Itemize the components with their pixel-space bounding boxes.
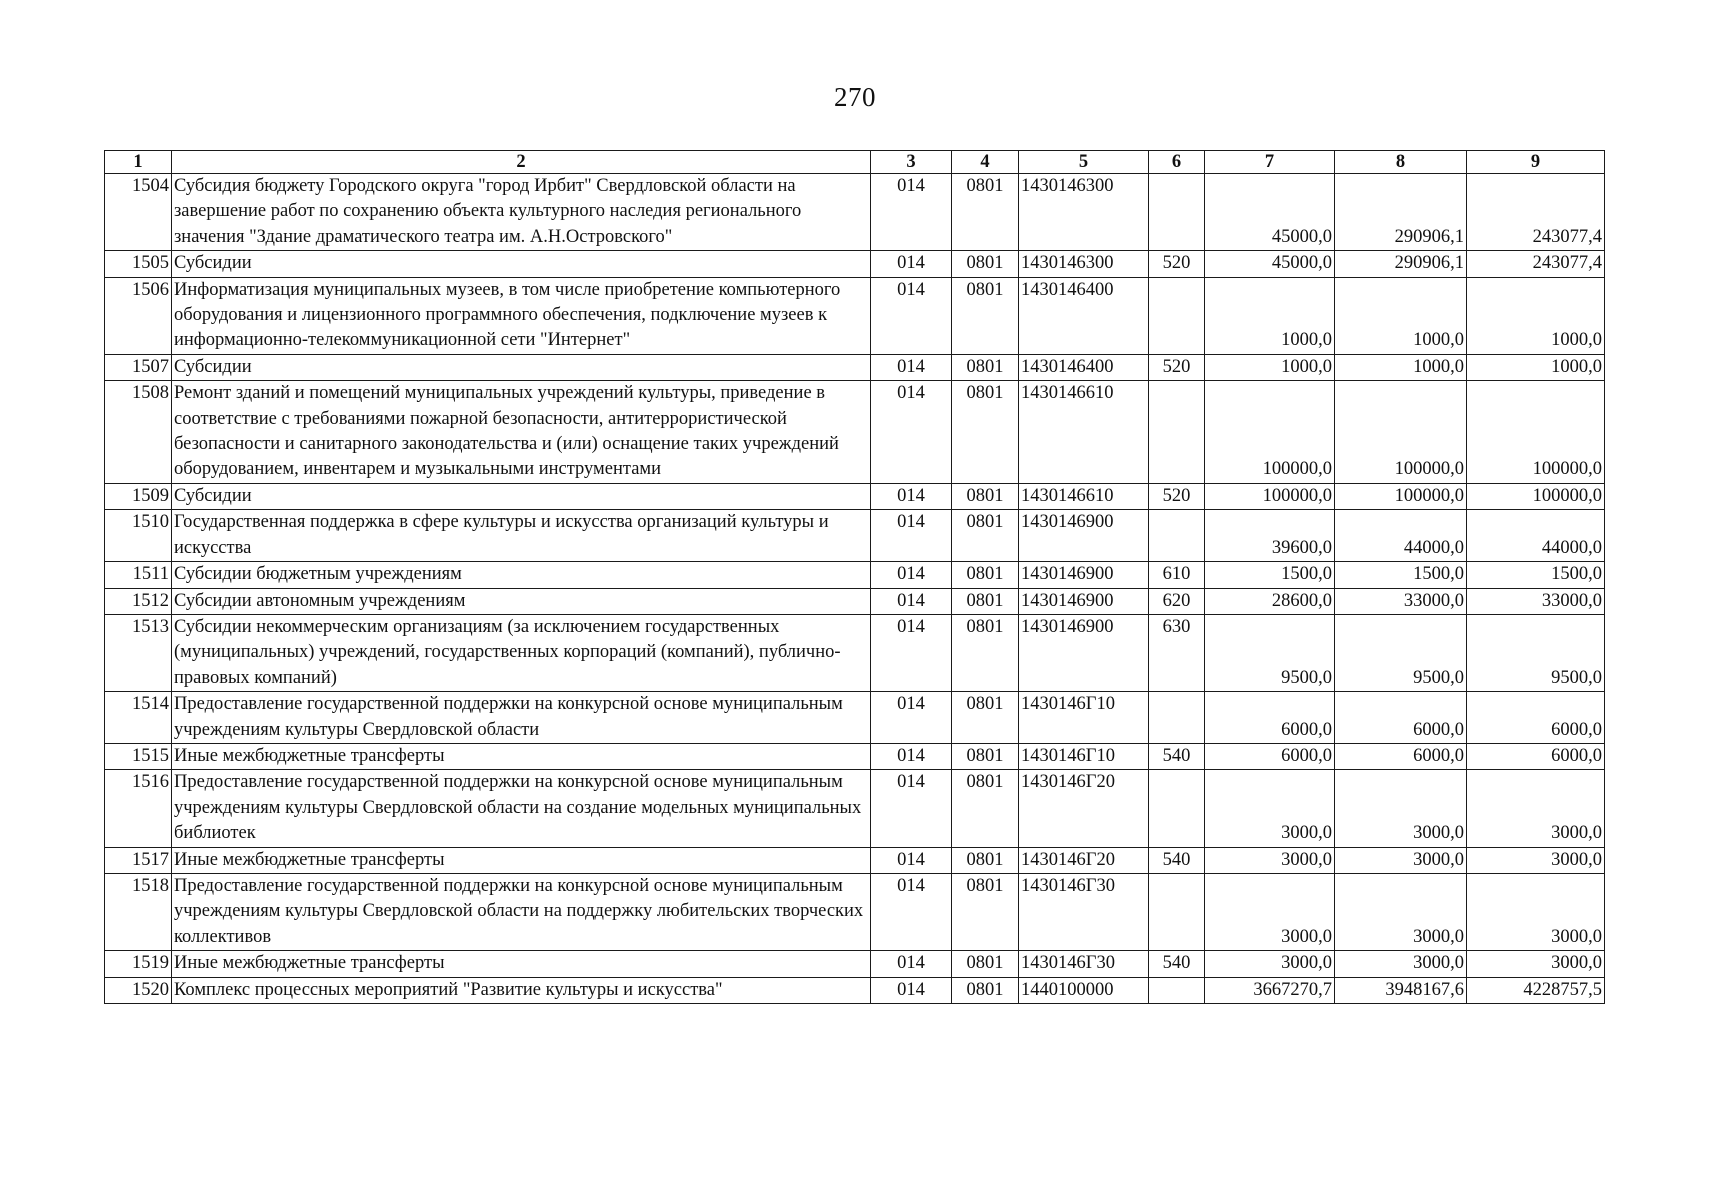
amount-col9-cell: 6000,0	[1467, 743, 1605, 769]
amount-col8-cell: 9500,0	[1335, 614, 1467, 691]
target-item-code-cell: 1430146Г30	[1019, 873, 1149, 950]
row-number-cell: 1517	[105, 847, 172, 873]
target-item-code-cell: 1430146610	[1019, 483, 1149, 509]
amount-col8-cell: 290906,1	[1335, 174, 1467, 251]
amount-col8-cell: 3948167,6	[1335, 977, 1467, 1003]
amount-col8-cell: 6000,0	[1335, 743, 1467, 769]
expense-type-code-cell: 620	[1149, 588, 1205, 614]
amount-col9-cell: 1500,0	[1467, 562, 1605, 588]
ministry-code-cell: 014	[871, 977, 952, 1003]
amount-col7-cell: 45000,0	[1205, 251, 1335, 277]
section-code-cell: 0801	[952, 951, 1019, 977]
ministry-code-cell: 014	[871, 614, 952, 691]
row-number-cell: 1516	[105, 770, 172, 847]
amount-col8-cell: 100000,0	[1335, 381, 1467, 484]
expense-type-code-cell: 540	[1149, 743, 1205, 769]
target-item-code-cell: 1430146Г30	[1019, 951, 1149, 977]
amount-col8-cell: 1000,0	[1335, 277, 1467, 354]
section-code-cell: 0801	[952, 770, 1019, 847]
table-row	[105, 562, 1605, 588]
ministry-code-cell: 014	[871, 847, 952, 873]
row-name-cell: Иные межбюджетные трансферты	[172, 847, 871, 873]
row-number-cell: 1518	[105, 873, 172, 950]
section-code-cell: 0801	[952, 251, 1019, 277]
table-header-row	[105, 151, 1605, 174]
amount-col7-cell: 3000,0	[1205, 847, 1335, 873]
amount-col9-cell: 3000,0	[1467, 847, 1605, 873]
ministry-code-cell: 014	[871, 510, 952, 562]
section-code-cell: 0801	[952, 588, 1019, 614]
page-number: 270	[834, 82, 876, 112]
row-number-cell: 1507	[105, 354, 172, 380]
row-number-cell: 1519	[105, 951, 172, 977]
expense-type-code-cell	[1149, 277, 1205, 354]
amount-col7-cell: 1500,0	[1205, 562, 1335, 588]
row-number-cell: 1514	[105, 692, 172, 744]
row-number-cell: 1506	[105, 277, 172, 354]
amount-col9-cell: 6000,0	[1467, 692, 1605, 744]
amount-col7-cell: 100000,0	[1205, 483, 1335, 509]
amount-col7-cell: 3000,0	[1205, 770, 1335, 847]
section-code-cell: 0801	[952, 174, 1019, 251]
amount-col9-cell: 33000,0	[1467, 588, 1605, 614]
row-number-cell: 1513	[105, 614, 172, 691]
amount-col9-cell: 3000,0	[1467, 770, 1605, 847]
row-name-cell: Субсидии	[172, 251, 871, 277]
table-row	[105, 692, 1605, 744]
amount-col7-cell: 28600,0	[1205, 588, 1335, 614]
table-row	[105, 510, 1605, 562]
section-code-cell: 0801	[952, 277, 1019, 354]
table-row	[105, 614, 1605, 691]
amount-col9-cell: 1000,0	[1467, 354, 1605, 380]
amount-col8-cell: 3000,0	[1335, 951, 1467, 977]
amount-col9-cell: 243077,4	[1467, 251, 1605, 277]
target-item-code-cell: 1430146400	[1019, 277, 1149, 354]
amount-col7-cell: 39600,0	[1205, 510, 1335, 562]
amount-col9-cell: 4228757,5	[1467, 977, 1605, 1003]
amount-col7-cell: 3000,0	[1205, 873, 1335, 950]
table-row	[105, 588, 1605, 614]
amount-col7-cell: 9500,0	[1205, 614, 1335, 691]
section-code-cell: 0801	[952, 743, 1019, 769]
ministry-code-cell: 014	[871, 251, 952, 277]
row-number-cell: 1511	[105, 562, 172, 588]
ministry-code-cell: 014	[871, 951, 952, 977]
amount-col9-cell: 100000,0	[1467, 381, 1605, 484]
ministry-code-cell: 014	[871, 562, 952, 588]
expense-type-code-cell: 610	[1149, 562, 1205, 588]
amount-col8-cell: 100000,0	[1335, 483, 1467, 509]
column-header-7: 7	[1205, 151, 1335, 174]
expense-type-code-cell: 540	[1149, 847, 1205, 873]
row-name-cell: Субсидия бюджету Городского округа "город Ирбит" Свердловской области на завершение работ по сохранению объекта культурного наследия регионального значения "Здание драматического театра им. А.Н.Островского"	[172, 174, 871, 251]
target-item-code-cell: 1440100000	[1019, 977, 1149, 1003]
row-name-cell: Предоставление государственной поддержки на конкурсной основе муниципальным учреждениям культуры Свердловской области на поддержку любительских творческих коллективов	[172, 873, 871, 950]
amount-col8-cell: 3000,0	[1335, 770, 1467, 847]
ministry-code-cell: 014	[871, 770, 952, 847]
amount-col9-cell: 9500,0	[1467, 614, 1605, 691]
column-header-6: 6	[1149, 151, 1205, 174]
row-name-cell: Информатизация муниципальных музеев, в том числе приобретение компьютерного оборудования и лицензионного программного обеспечения, подключение музеев к информационно-телекоммуникационной сети "Интернет"	[172, 277, 871, 354]
ministry-code-cell: 014	[871, 277, 952, 354]
table-row	[105, 174, 1605, 251]
row-number-cell: 1510	[105, 510, 172, 562]
section-code-cell: 0801	[952, 562, 1019, 588]
target-item-code-cell: 1430146900	[1019, 510, 1149, 562]
amount-col9-cell: 3000,0	[1467, 951, 1605, 977]
row-number-cell: 1504	[105, 174, 172, 251]
column-header-3: 3	[871, 151, 952, 174]
row-number-cell: 1509	[105, 483, 172, 509]
amount-col9-cell: 1000,0	[1467, 277, 1605, 354]
table-row	[105, 251, 1605, 277]
expense-type-code-cell: 520	[1149, 354, 1205, 380]
section-code-cell: 0801	[952, 977, 1019, 1003]
row-number-cell: 1520	[105, 977, 172, 1003]
target-item-code-cell: 1430146Г10	[1019, 692, 1149, 744]
target-item-code-cell: 1430146300	[1019, 251, 1149, 277]
budget-table	[104, 150, 1605, 1004]
table-row	[105, 277, 1605, 354]
expense-type-code-cell	[1149, 174, 1205, 251]
row-name-cell: Субсидии бюджетным учреждениям	[172, 562, 871, 588]
table-row	[105, 770, 1605, 847]
target-item-code-cell: 1430146610	[1019, 381, 1149, 484]
amount-col8-cell: 3000,0	[1335, 873, 1467, 950]
expense-type-code-cell	[1149, 770, 1205, 847]
target-item-code-cell: 1430146900	[1019, 614, 1149, 691]
table-row	[105, 743, 1605, 769]
column-header-8: 8	[1335, 151, 1467, 174]
row-name-cell: Предоставление государственной поддержки на конкурсной основе муниципальным учреждениям культуры Свердловской области на создание модельных муниципальных библиотек	[172, 770, 871, 847]
amount-col8-cell: 44000,0	[1335, 510, 1467, 562]
ministry-code-cell: 014	[871, 354, 952, 380]
row-number-cell: 1515	[105, 743, 172, 769]
table-row	[105, 977, 1605, 1003]
section-code-cell: 0801	[952, 483, 1019, 509]
amount-col9-cell: 100000,0	[1467, 483, 1605, 509]
amount-col9-cell: 3000,0	[1467, 873, 1605, 950]
amount-col7-cell: 1000,0	[1205, 354, 1335, 380]
expense-type-code-cell: 540	[1149, 951, 1205, 977]
section-code-cell: 0801	[952, 510, 1019, 562]
column-header-5: 5	[1019, 151, 1149, 174]
expense-type-code-cell	[1149, 381, 1205, 484]
amount-col8-cell: 1000,0	[1335, 354, 1467, 380]
row-name-cell: Иные межбюджетные трансферты	[172, 743, 871, 769]
table-row	[105, 354, 1605, 380]
amount-col7-cell: 1000,0	[1205, 277, 1335, 354]
ministry-code-cell: 014	[871, 692, 952, 744]
section-code-cell: 0801	[952, 847, 1019, 873]
ministry-code-cell: 014	[871, 588, 952, 614]
row-number-cell: 1505	[105, 251, 172, 277]
row-number-cell: 1508	[105, 381, 172, 484]
section-code-cell: 0801	[952, 381, 1019, 484]
expense-type-code-cell	[1149, 510, 1205, 562]
row-name-cell: Ремонт зданий и помещений муниципальных учреждений культуры, приведение в соответствие с требованиями пожарной безопасности, антитеррористической безопасности и санитарного законодательства и (или) оснащение таких учреждений оборудованием, инвентарем и музыкальными инструментами	[172, 381, 871, 484]
ministry-code-cell: 014	[871, 483, 952, 509]
amount-col7-cell: 6000,0	[1205, 743, 1335, 769]
amount-col9-cell: 243077,4	[1467, 174, 1605, 251]
column-header-2: 2	[172, 151, 871, 174]
row-name-cell: Субсидии автономным учреждениям	[172, 588, 871, 614]
column-header-1: 1	[105, 151, 172, 174]
amount-col7-cell: 3667270,7	[1205, 977, 1335, 1003]
table-row	[105, 381, 1605, 484]
expense-type-code-cell: 520	[1149, 251, 1205, 277]
table-row	[105, 483, 1605, 509]
row-name-cell: Иные межбюджетные трансферты	[172, 951, 871, 977]
column-header-4: 4	[952, 151, 1019, 174]
amount-col8-cell: 1500,0	[1335, 562, 1467, 588]
table-row	[105, 847, 1605, 873]
target-item-code-cell: 1430146Г10	[1019, 743, 1149, 769]
row-name-cell: Субсидии некоммерческим организациям (за исключением государственных (муниципальных) учреждений, государственных корпораций (компаний), публично-правовых компаний)	[172, 614, 871, 691]
target-item-code-cell: 1430146900	[1019, 562, 1149, 588]
ministry-code-cell: 014	[871, 174, 952, 251]
target-item-code-cell: 1430146400	[1019, 354, 1149, 380]
expense-type-code-cell: 520	[1149, 483, 1205, 509]
target-item-code-cell: 1430146900	[1019, 588, 1149, 614]
column-header-9: 9	[1467, 151, 1605, 174]
ministry-code-cell: 014	[871, 381, 952, 484]
row-name-cell: Предоставление государственной поддержки на конкурсной основе муниципальным учреждениям культуры Свердловской области	[172, 692, 871, 744]
section-code-cell: 0801	[952, 614, 1019, 691]
amount-col8-cell: 6000,0	[1335, 692, 1467, 744]
amount-col8-cell: 290906,1	[1335, 251, 1467, 277]
amount-col8-cell: 3000,0	[1335, 847, 1467, 873]
expense-type-code-cell	[1149, 977, 1205, 1003]
row-name-cell: Субсидии	[172, 483, 871, 509]
ministry-code-cell: 014	[871, 873, 952, 950]
row-number-cell: 1512	[105, 588, 172, 614]
expense-type-code-cell	[1149, 692, 1205, 744]
target-item-code-cell: 1430146Г20	[1019, 847, 1149, 873]
ministry-code-cell: 014	[871, 743, 952, 769]
section-code-cell: 0801	[952, 873, 1019, 950]
section-code-cell: 0801	[952, 692, 1019, 744]
amount-col7-cell: 45000,0	[1205, 174, 1335, 251]
amount-col7-cell: 6000,0	[1205, 692, 1335, 744]
target-item-code-cell: 1430146300	[1019, 174, 1149, 251]
table-row	[105, 873, 1605, 950]
expense-type-code-cell	[1149, 873, 1205, 950]
target-item-code-cell: 1430146Г20	[1019, 770, 1149, 847]
table-row	[105, 951, 1605, 977]
amount-col7-cell: 100000,0	[1205, 381, 1335, 484]
amount-col7-cell: 3000,0	[1205, 951, 1335, 977]
row-name-cell: Субсидии	[172, 354, 871, 380]
row-name-cell: Комплекс процессных мероприятий "Развитие культуры и искусства"	[172, 977, 871, 1003]
row-name-cell: Государственная поддержка в сфере культуры и искусства организаций культуры и искусства	[172, 510, 871, 562]
amount-col9-cell: 44000,0	[1467, 510, 1605, 562]
table-body	[105, 174, 1605, 1004]
amount-col8-cell: 33000,0	[1335, 588, 1467, 614]
section-code-cell: 0801	[952, 354, 1019, 380]
expense-type-code-cell: 630	[1149, 614, 1205, 691]
